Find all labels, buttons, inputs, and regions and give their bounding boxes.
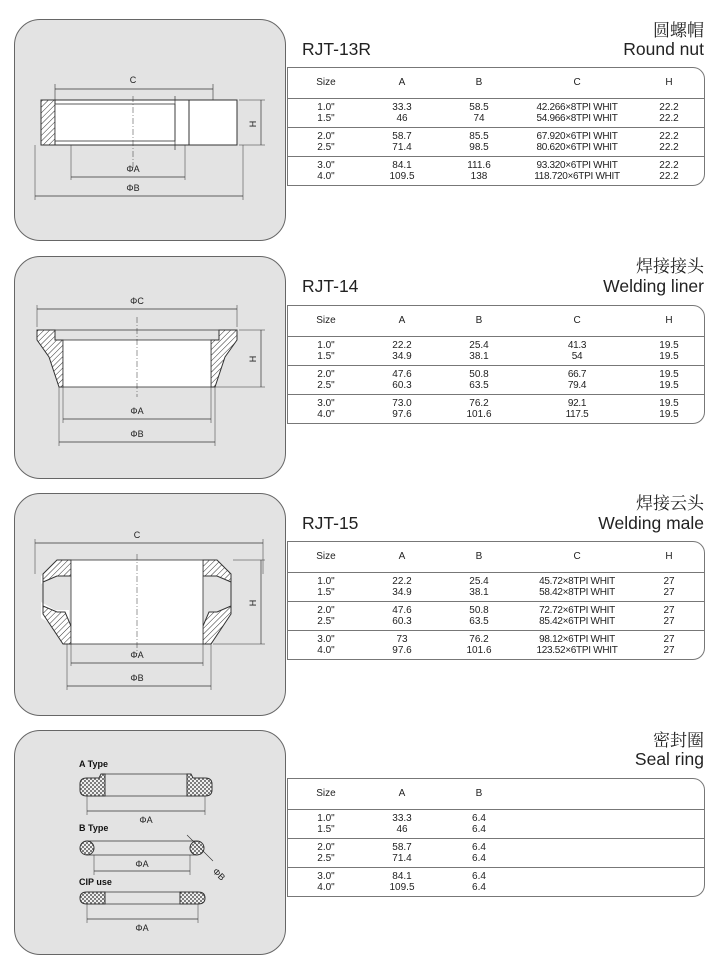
- round-nut-drawing-panel: [14, 19, 286, 241]
- table-cell: 58.7: [392, 842, 412, 853]
- dim-c-label: C: [129, 75, 137, 85]
- table-cell: 76.2: [469, 634, 489, 645]
- table-cell: 22.2: [392, 576, 412, 587]
- table-cell: 6.4: [472, 813, 486, 824]
- table-cell: 45.72×8TPI WHIT: [539, 576, 615, 587]
- table-row-group: [288, 128, 704, 157]
- table-cell: 58.42×8TPI WHIT: [539, 587, 615, 598]
- a-type-ring: [80, 774, 212, 796]
- column-header: A: [398, 77, 406, 88]
- cip-ring: [80, 892, 205, 904]
- dim-a-label: ΦA: [126, 164, 140, 174]
- table-cell: 2.5": [317, 142, 335, 153]
- table-cell: 1.0": [317, 813, 335, 824]
- column-header: B: [475, 788, 483, 799]
- table-row-group: [288, 839, 704, 868]
- table-cell: 6.4: [472, 824, 486, 835]
- table-cell: 6.4: [472, 882, 486, 893]
- section-welding-liner: [0, 245, 723, 485]
- column-header: C: [573, 77, 581, 88]
- column-header: Size: [316, 315, 336, 326]
- table-cell: 72.72×6TPI WHIT: [539, 605, 615, 616]
- table-cell: 63.5: [469, 616, 489, 627]
- table-cell: 2.0": [317, 369, 335, 380]
- table-cell: 19.5: [659, 398, 679, 409]
- table-row-group: [288, 99, 704, 128]
- table-cell: 111.6: [467, 160, 491, 171]
- table-cell: 97.6: [392, 645, 412, 656]
- table-row: [288, 824, 704, 835]
- table-cell: 92.1: [567, 398, 587, 409]
- table-cell: 2.0": [317, 842, 335, 853]
- table-row-group: [288, 631, 704, 659]
- table-cell: 1.5": [317, 824, 335, 835]
- b-type-label: B Type: [79, 823, 109, 833]
- table-cell: 42.266×8TPI WHIT: [536, 102, 618, 113]
- table-cell: 63.5: [469, 380, 489, 391]
- seal-ring-drawing: [15, 731, 285, 954]
- table-row: [288, 842, 704, 853]
- table-row-group: [288, 395, 704, 423]
- table-cell: 1.5": [317, 587, 335, 598]
- column-header: H: [665, 77, 673, 88]
- table-cell: 34.9: [392, 587, 412, 598]
- dim-b-label: ΦB: [126, 183, 140, 193]
- table-cell: 80.620×6TPI WHIT: [536, 142, 618, 153]
- table-cell: 54: [571, 351, 583, 362]
- product-name-en: Seal ring: [634, 749, 704, 769]
- table-cell: 50.8: [469, 605, 489, 616]
- table-cell: 2.5": [317, 380, 335, 391]
- table-cell: 118.720×6TPI WHIT: [534, 171, 620, 182]
- product-name-cn: 焊接云头: [636, 494, 704, 514]
- table-row: [288, 369, 704, 380]
- table-cell: 22.2: [392, 340, 412, 351]
- welding-male-drawing: [15, 494, 285, 715]
- table-cell: 22.2: [659, 131, 679, 142]
- column-header: C: [573, 315, 581, 326]
- table-cell: 27: [663, 634, 675, 645]
- table-cell: 38.1: [469, 351, 489, 362]
- welding-male-drawing-panel: [14, 493, 286, 716]
- table-cell: 71.4: [392, 853, 412, 864]
- round-nut-drawing: [15, 20, 285, 240]
- dim-b-label: ΦB: [130, 673, 144, 683]
- table-row: [288, 853, 704, 864]
- table-cell: 33.3: [392, 102, 412, 113]
- table-row: [288, 142, 704, 153]
- table-row: [288, 645, 704, 656]
- table-row: [288, 351, 704, 362]
- column-header: A: [398, 315, 406, 326]
- table-cell: 123.52×6TPI WHIT: [536, 645, 618, 656]
- cip-dim-a-label: ΦA: [135, 923, 149, 933]
- product-name-cn: 密封圈: [653, 731, 704, 751]
- table-cell: 34.9: [392, 351, 412, 362]
- column-header: [636, 779, 702, 809]
- table-cell: 74: [473, 113, 485, 124]
- table-cell: 84.1: [392, 160, 412, 171]
- table-cell: 2.0": [317, 605, 335, 616]
- spec-table: [287, 541, 705, 660]
- table-cell: 98.5: [469, 142, 489, 153]
- b-type-ring: [80, 841, 204, 855]
- product-name-en: Welding male: [598, 513, 704, 533]
- table-cell: 4.0": [317, 882, 335, 893]
- table-cell: 1.0": [317, 102, 335, 113]
- column-header: Size: [316, 77, 336, 88]
- product-name-en: Round nut: [623, 39, 704, 59]
- table-row: [288, 871, 704, 882]
- table-cell: 41.3: [567, 340, 587, 351]
- table-row: [288, 813, 704, 824]
- table-cell: 4.0": [317, 171, 335, 182]
- table-row-group: [288, 810, 704, 839]
- column-header: Size: [316, 788, 336, 799]
- table-cell: 101.6: [466, 409, 492, 420]
- table-row: [288, 113, 704, 124]
- table-row: [288, 634, 704, 645]
- table-row: [288, 616, 704, 627]
- a-type-label: A Type: [79, 759, 109, 769]
- table-cell: 3.0": [317, 634, 335, 645]
- table-cell: 67.920×6TPI WHIT: [536, 131, 618, 142]
- dim-c-label: C: [133, 530, 141, 540]
- table-cell: 117.5: [565, 409, 589, 420]
- table-cell: 22.2: [659, 142, 679, 153]
- table-cell: 73.0: [392, 398, 412, 409]
- table-cell: 27: [663, 576, 675, 587]
- table-cell: 47.6: [392, 369, 412, 380]
- table-cell: 1.5": [317, 351, 335, 362]
- table-cell: 4.0": [317, 409, 335, 420]
- table-cell: 1.5": [317, 113, 335, 124]
- spec-table: [287, 67, 705, 186]
- model-number: RJT-15: [302, 513, 359, 533]
- table-row: [288, 160, 704, 171]
- product-name-en: Welding liner: [603, 276, 704, 296]
- table-cell: 84.1: [392, 871, 412, 882]
- table-cell: 22.2: [659, 171, 679, 182]
- section-seal-ring: [0, 720, 723, 960]
- table-cell: 1.0": [317, 340, 335, 351]
- column-header: Size: [316, 551, 336, 562]
- column-header: A: [398, 551, 406, 562]
- table-cell: 58.5: [469, 102, 489, 113]
- table-row-group: [288, 337, 704, 366]
- table-cell: 60.3: [392, 380, 412, 391]
- section-round-nut: [0, 0, 723, 245]
- table-header-row: [288, 306, 704, 337]
- table-row: [288, 587, 704, 598]
- table-row: [288, 576, 704, 587]
- table-cell: 27: [663, 616, 675, 627]
- table-cell: 2.0": [317, 131, 335, 142]
- dim-h-label: H: [248, 599, 258, 607]
- welding-liner-drawing: [15, 257, 285, 478]
- column-header: C: [573, 551, 581, 562]
- spec-table: [287, 305, 705, 424]
- dim-b-label: ΦB: [130, 429, 144, 439]
- table-cell: 97.6: [392, 409, 412, 420]
- table-cell: 22.2: [659, 102, 679, 113]
- column-header: B: [475, 551, 483, 562]
- dim-h-label: H: [248, 120, 258, 128]
- table-cell: 138: [470, 171, 488, 182]
- table-row: [288, 409, 704, 420]
- table-cell: 19.5: [659, 369, 679, 380]
- table-row: [288, 340, 704, 351]
- product-name-cn: 焊接接头: [636, 257, 704, 277]
- table-cell: 46: [396, 113, 408, 124]
- column-header: A: [398, 788, 406, 799]
- table-cell: 22.2: [659, 160, 679, 171]
- table-cell: 25.4: [469, 576, 489, 587]
- dim-h-label: H: [248, 355, 258, 363]
- table-cell: 3.0": [317, 160, 335, 171]
- table-cell: 109.5: [389, 171, 415, 182]
- dim-a-label: ΦA: [130, 406, 144, 416]
- dim-c-label: ΦC: [130, 296, 144, 306]
- table-row: [288, 171, 704, 182]
- table-cell: 4.0": [317, 645, 335, 656]
- table-cell: 27: [663, 645, 675, 656]
- table-row: [288, 102, 704, 113]
- table-cell: 19.5: [659, 409, 679, 420]
- table-cell: 25.4: [469, 340, 489, 351]
- table-cell: 19.5: [659, 380, 679, 391]
- table-cell: 6.4: [472, 871, 486, 882]
- table-row: [288, 398, 704, 409]
- table-cell: 109.5: [389, 882, 415, 893]
- table-row: [288, 131, 704, 142]
- table-cell: 3.0": [317, 871, 335, 882]
- table-cell: 27: [663, 587, 675, 598]
- column-header: B: [475, 315, 483, 326]
- table-cell: 79.4: [567, 380, 587, 391]
- table-cell: 19.5: [659, 351, 679, 362]
- table-cell: 6.4: [472, 842, 486, 853]
- table-header-row: [288, 68, 704, 99]
- table-cell: 46: [396, 824, 408, 835]
- table-cell: 66.7: [567, 369, 587, 380]
- product-name-cn: 圆螺帽: [653, 21, 704, 41]
- table-cell: 98.12×6TPI WHIT: [539, 634, 615, 645]
- table-cell: 1.0": [317, 576, 335, 587]
- table-cell: 76.2: [469, 398, 489, 409]
- table-cell: 101.6: [466, 645, 492, 656]
- cip-use-label: CIP use: [79, 877, 112, 887]
- model-number: RJT-13R: [302, 39, 372, 59]
- table-cell: 2.5": [317, 616, 335, 627]
- table-row: [288, 380, 704, 391]
- table-cell: 19.5: [659, 340, 679, 351]
- table-cell: 47.6: [392, 605, 412, 616]
- table-cell: 6.4: [472, 853, 486, 864]
- table-row-group: [288, 602, 704, 631]
- table-row-group: [288, 868, 704, 896]
- b-type-dim-b-label: ΦB: [210, 866, 228, 883]
- section-welding-male: [0, 485, 723, 720]
- spec-table: [287, 778, 705, 897]
- table-row-group: [288, 157, 704, 185]
- table-row: [288, 605, 704, 616]
- table-cell: 2.5": [317, 853, 335, 864]
- column-header: H: [665, 315, 673, 326]
- table-row-group: [288, 573, 704, 602]
- table-header-row: [288, 542, 704, 573]
- table-header-row: [288, 779, 704, 810]
- table-cell: 33.3: [392, 813, 412, 824]
- dim-a-label: ΦA: [130, 650, 144, 660]
- table-cell: 73: [396, 634, 408, 645]
- column-header: H: [665, 551, 673, 562]
- table-cell: 60.3: [392, 616, 412, 627]
- table-row-group: [288, 366, 704, 395]
- table-cell: 27: [663, 605, 675, 616]
- a-type-dim-a-label: ΦA: [139, 815, 153, 825]
- b-type-dim-a-label: ΦA: [135, 859, 149, 869]
- welding-liner-drawing-panel: [14, 256, 286, 479]
- table-cell: 58.7: [392, 131, 412, 142]
- table-cell: 71.4: [392, 142, 412, 153]
- column-header: [518, 779, 636, 809]
- table-cell: 38.1: [469, 587, 489, 598]
- table-cell: 3.0": [317, 398, 335, 409]
- table-cell: 50.8: [469, 369, 489, 380]
- column-header: B: [475, 77, 483, 88]
- model-number: RJT-14: [302, 276, 359, 296]
- table-cell: 85.5: [469, 131, 489, 142]
- table-cell: 93.320×6TPI WHIT: [536, 160, 618, 171]
- table-cell: 54.966×8TPI WHIT: [536, 113, 618, 124]
- table-row: [288, 882, 704, 893]
- table-cell: 22.2: [659, 113, 679, 124]
- seal-ring-drawing-panel: [14, 730, 286, 955]
- table-cell: 85.42×6TPI WHIT: [539, 616, 615, 627]
